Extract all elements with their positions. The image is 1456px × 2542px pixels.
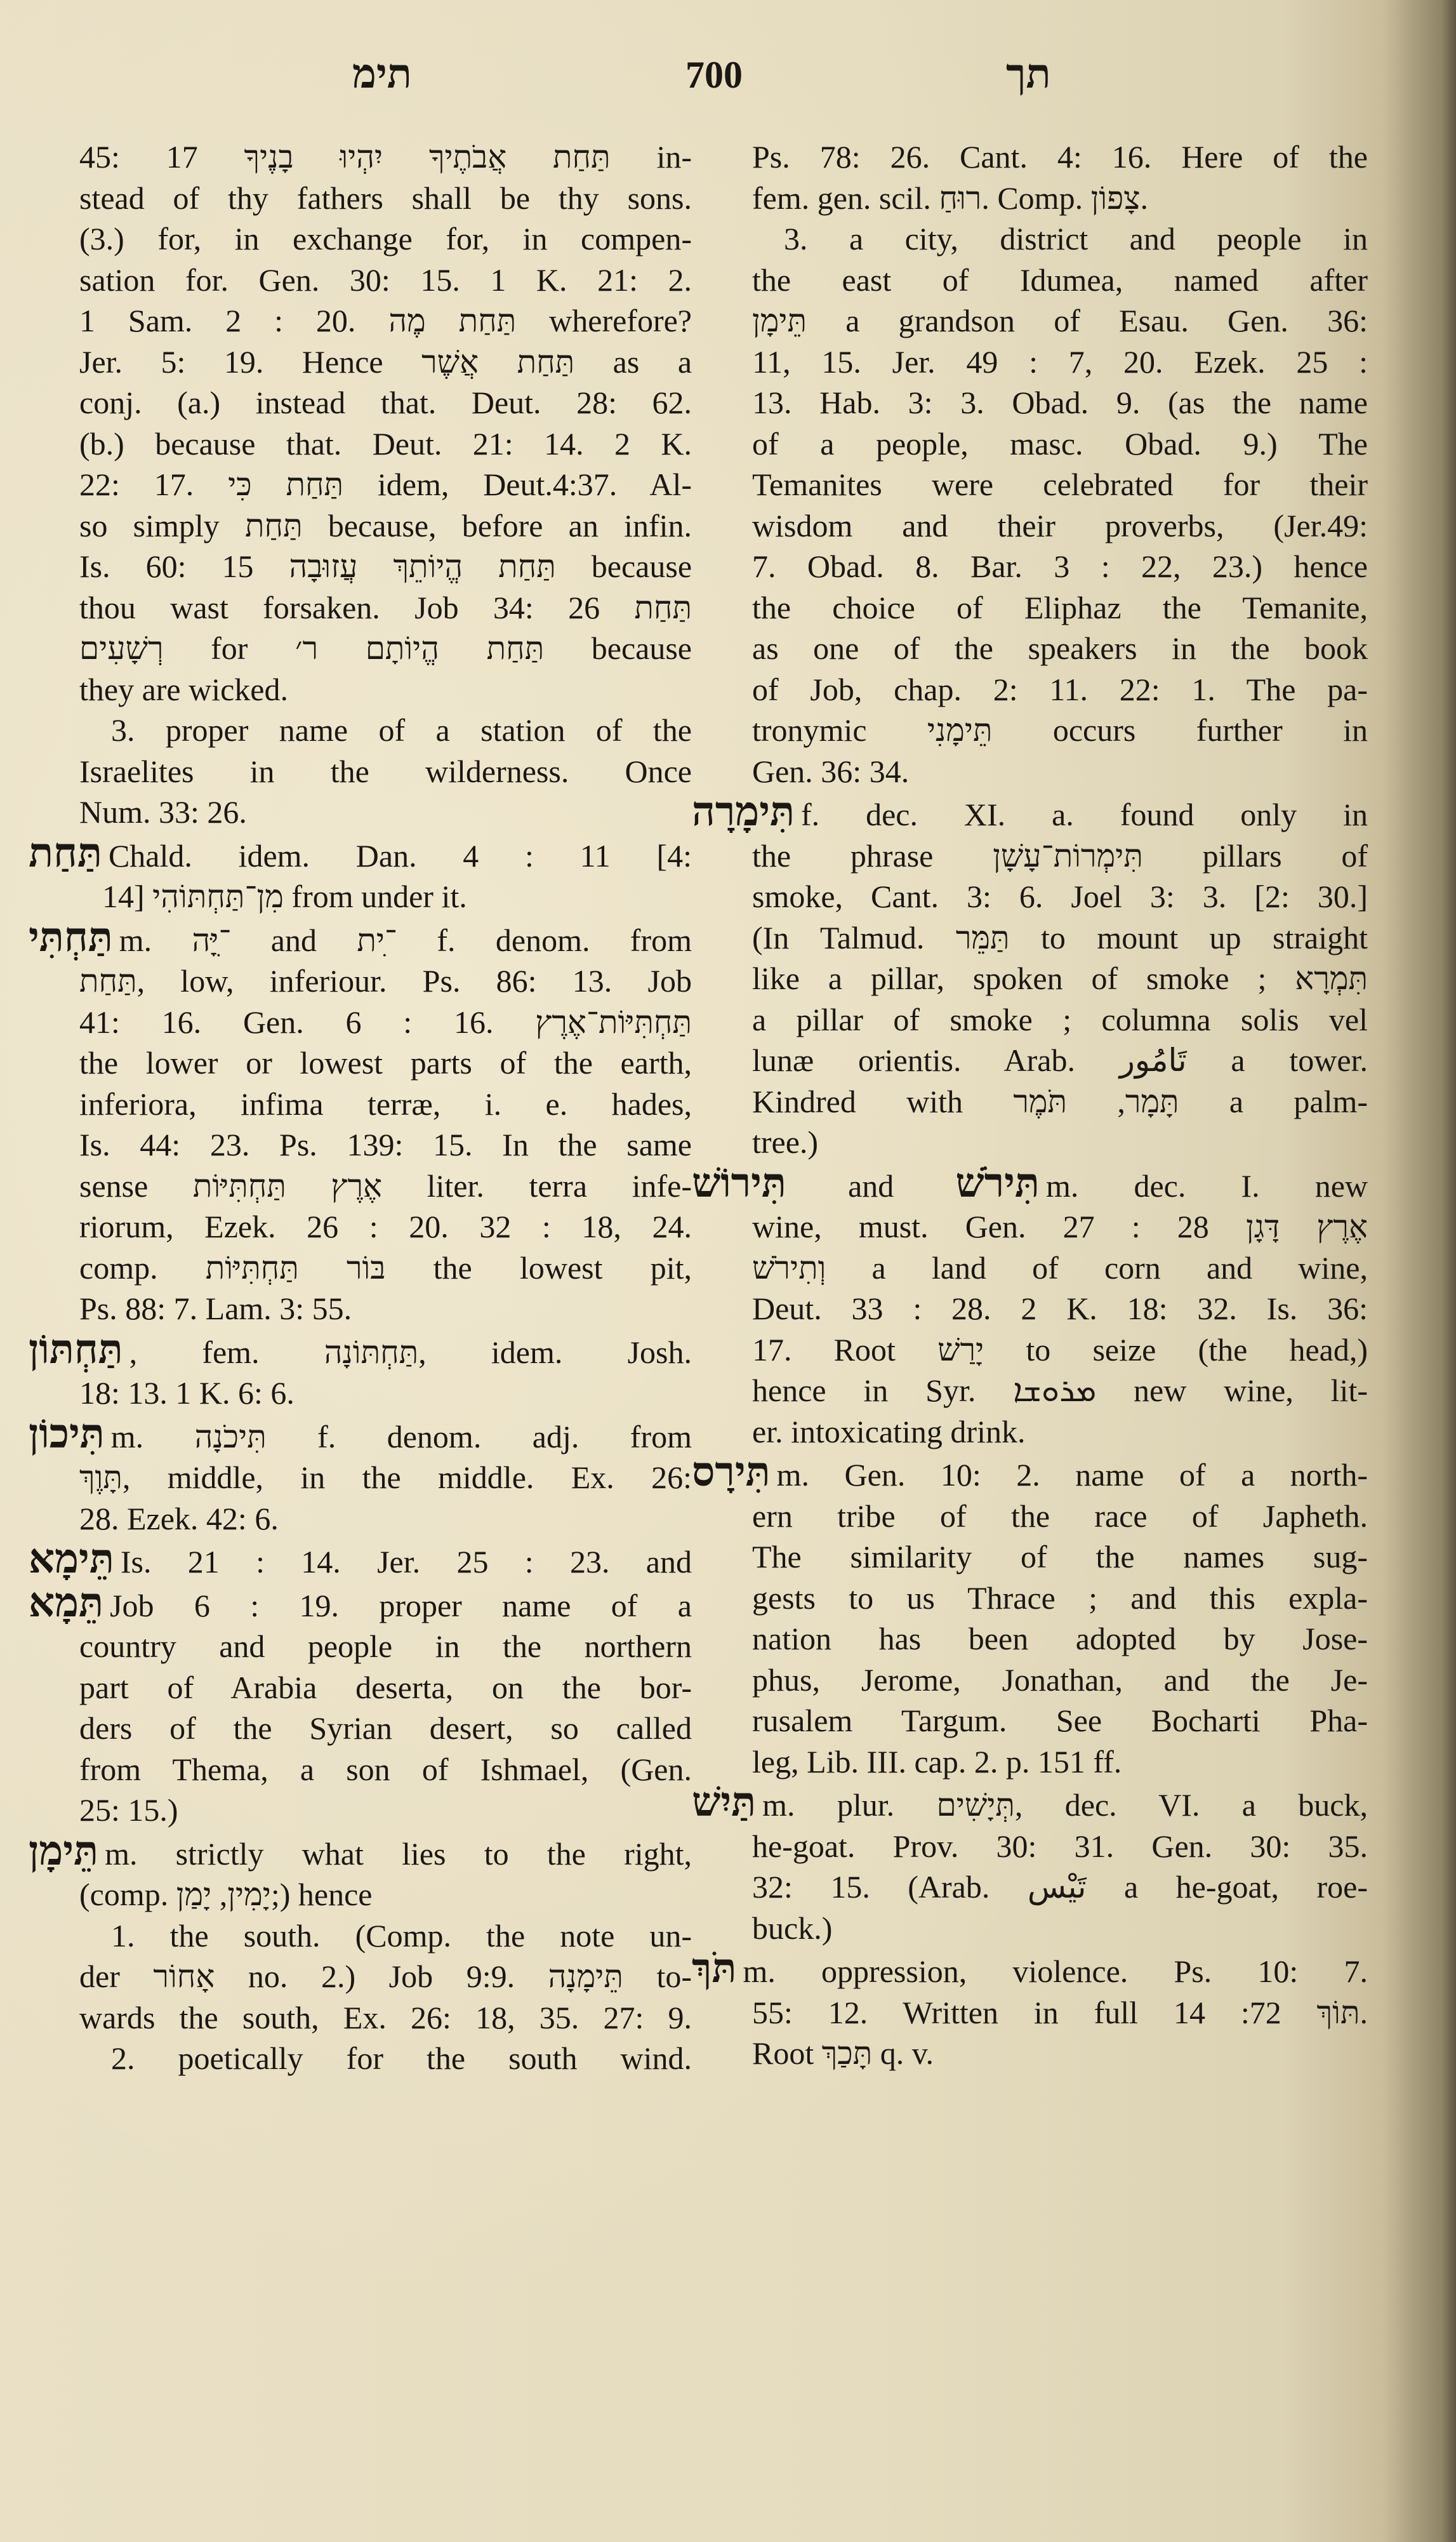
- text-line: Gen. 36: 34.: [752, 753, 910, 789]
- page-number: 700: [685, 54, 743, 96]
- text-line: stead of thy fathers shall be thy sons.: [79, 180, 692, 216]
- entry-headword: תַּחְתִּי: [29, 913, 113, 961]
- entry-headword: תֵּמָא: [29, 1578, 104, 1627]
- dictionary-entry: תִּירָס m. Gen. 10: 2. name of a north- ern tribe of the race of Japheth. The similarity of the names sug- gests to us Thrace ; and this expla- nation has been adopted by Jose- phus, Jerome, Jonathan, and the Je- rusalem Targum. See Bocharti Pha- leg, Lib. III. cap. 2. p. 151 ff.: [692, 1448, 1368, 1780]
- entry-headword: תִּירָס: [692, 1448, 771, 1496]
- text-line: thou wast forsaken. Job 34: 26 תַּחַת: [79, 589, 692, 625]
- text-line: 13. Hab. 3: 3. Obad. 9. (as the name: [752, 385, 1368, 420]
- text-line: Temanites were celebrated for their: [752, 467, 1368, 502]
- text-line: as one of the speakers in the book: [752, 630, 1368, 666]
- text-line: תֵּימָן a grandson of Esau. Gen. 36:: [752, 303, 1368, 338]
- text-line: the choice of Eliphaz the Temanite,: [752, 589, 1368, 625]
- text-line: 45: 17 תַּחַת אֲבֹתֶיךָ יִהְיוּ בָנֶיךָ in-: [79, 139, 692, 175]
- text-line: רְשָׁעִים for תַּחַת הֱיוֹתָם ר׳ because: [79, 630, 692, 666]
- text-line: the east of Idumea, named after: [752, 262, 1368, 298]
- dictionary-entry: תִּיכוֹן m. תִּיכֹנָה f. denom. adj. from תָּוֶךְ, middle, in the middle. Ex. 26: 28. Ezek. 42: 6.: [29, 1409, 692, 1536]
- dictionary-entry: תֵּימָן m. strictly what lies to the right, (comp. יָמִין, יָמַן;) hence 1. the south. (Comp. the note un- der אָחוֹר no. 2.) Job 9:9. תֵּימָנָה to- wards the south, Ex. 26: 18, 35. 27: 9. 2. poetically for the south wind.: [29, 1827, 692, 2076]
- text-line: wisdom and their proverbs, (Jer.49:: [752, 507, 1368, 543]
- right-catchword: תך: [1006, 51, 1051, 96]
- dictionary-entry: תֹּךְ m. oppression, violence. Ps. 10: 7. 55: 12. Written in full תּוֹךְ 72: 14. Root תָּכַךְ q. v.: [692, 1945, 1368, 2071]
- text-line: conj. (a.) instead that. Deut. 28: 62.: [79, 385, 692, 420]
- text-line: fem. gen. scil. רוּחַ. Comp. צָפוֹן.: [752, 180, 1149, 216]
- text-line: of a people, masc. Obad. 9.) The: [752, 425, 1368, 462]
- text-line: Ps. 78: 26. Cant. 4: 16. Here of the: [752, 139, 1368, 175]
- entry-headword: תִּימָרָה: [692, 788, 795, 835]
- text-line: 3. a city, district and people in: [784, 221, 1368, 256]
- text-line: they are wicked.: [79, 671, 289, 707]
- right-column: [692, 136, 1368, 2074]
- dictionary-entry: תִּימָרָה f. dec. XI. a. found only in the phrase תִּימְרוֹת־עָשָׁן pillars of smoke, Cant. 3: 6. Joel 3: 3. [2: 30.] (In Talmud. תַּמֵּר to mount up straight like a pillar, spoken of smoke ; תִּמְרָא a pillar of smoke ; columna solis vel lunæ orientis. Arab. تَامُور a tower. Kindred with תָּמָר, תֹּמֶר a palm- tree.): [692, 788, 1368, 1160]
- left-column: [29, 136, 692, 2079]
- text-line: (b.) because that. Deut. 21: 14. 2 K.: [79, 425, 692, 462]
- entry-headword: תַּחְתּוֹן: [29, 1325, 123, 1373]
- text-line: so simply תַּחַת because, before an infin.: [79, 507, 692, 543]
- dictionary-entry: תֵּמָא Job 6 : 19. proper name of a country and people in the northern part of Arabia deserta, on the bor- ders of the Syrian desert, so called from Thema, a son of Ishmael, (Gen. 25: 15.): [29, 1578, 692, 1828]
- dictionary-entry: תַּחַת Chald. idem. Dan. 4 : 11 [4: 14] מִן־תַּחְתּוֹהִי from under it.: [29, 828, 692, 914]
- text-line: 7. Obad. 8. Bar. 3 : 22, 23.) hence: [752, 549, 1368, 584]
- text-line: 22: 17. תַּחַת כִּי idem, Deut.4:37. Al-: [79, 467, 692, 502]
- entry-headword: תֵּימָא: [29, 1535, 114, 1583]
- dictionary-entry: תִּירוֹשׁ and תִּירֹשׁ m. dec. I. new wine, must. Gen. 27 : 28 אֶרֶץ דָּגָן וְתִירֹשׁ a land of corn and wine, Deut. 33 : 28. 2 K. 18: 32. Is. 36: 17. Root יָרַשׁ to seize (the head,) hence in Syr. ܡܪܘܫܐ new wine, lit- er. intoxicating drink.: [692, 1159, 1368, 1449]
- text-line: sation for. Gen. 30: 15. 1 K. 21: 2.: [79, 262, 692, 298]
- text-line: 11, 15. Jer. 49 : 7, 20. Ezek. 25 :: [752, 343, 1368, 380]
- dictionary-entry: תַּחְתּוֹן , fem. תַּחְתּוֹנָה, idem. Josh. 18: 13. 1 K. 6: 6.: [29, 1325, 692, 1411]
- text-line: (3.) for, in exchange for, in compen-: [79, 221, 692, 256]
- entry-headword: תֵּימָן: [29, 1827, 99, 1875]
- text-line: Is. 60: 15 תַּחַת הֱיוֹתֵךְ עֲזוּבָה because: [79, 549, 692, 584]
- dictionary-entry: תַּחְתִּי m. ־ִיָּה and ־ִית f. denom. from תַּחַת, low, inferiour. Ps. 86: 13. Job 41: 16. Gen. 6 : 16. תַּחְתִּיּוֹת־אֶרֶץ the lower or lowest parts of the earth, inferiora, infima terræ, i. e. hades, Is. 44: 23. Ps. 139: 15. In the same sense אֶרֶץ תַּחְתִּיּוֹת liter. terra infe- riorum, Ezek. 26 : 20. 32 : 18, 24. comp. בּוֹר תַּחְתִּיּוֹת the lowest pit, Ps. 88: 7. Lam. 3: 55.: [29, 913, 692, 1326]
- left-catchword: תימ: [352, 51, 412, 96]
- text-line: tronymic תֵּימָנִי occurs further in: [752, 712, 1368, 748]
- text-line: Israelites in the wilderness. Once: [79, 753, 692, 789]
- dictionary-entry: תַּיִשׁ m. plur. תְּיָשִׁים, dec. VI. a buck, he-goat. Prov. 30: 31. Gen. 30: 35. 32: 15. (Arab. تَيْس a he-goat, roe- buck.): [692, 1778, 1368, 1946]
- entry-headword: תַּיִשׁ: [692, 1778, 757, 1826]
- entry-headword: תַּחַת: [29, 828, 102, 877]
- text-line: 3. proper name of a station of the: [111, 712, 692, 748]
- entry-headword: תֹּךְ: [692, 1945, 737, 1992]
- entry-headword-alt: תִּירֹשׁ: [955, 1159, 1040, 1207]
- dictionary-entry: תֵּימָא Is. 21 : 14. Jer. 25 : 23. and: [29, 1535, 692, 1583]
- entry-headword: תִּיכוֹן: [29, 1409, 105, 1458]
- text-line: of Job, chap. 2: 11. 22: 1. The pa-: [752, 671, 1368, 707]
- running-head: [0, 51, 1456, 108]
- text-line: Jer. 5: 19. Hence תַּחַת אֲשֶׁר as a: [79, 343, 692, 380]
- text-line: 1 Sam. 2 : 20. תַּחַת מֶה wherefore?: [79, 303, 692, 338]
- entry-headword: תִּירוֹשׁ: [692, 1159, 786, 1207]
- text-line: Num. 33: 26.: [79, 794, 247, 830]
